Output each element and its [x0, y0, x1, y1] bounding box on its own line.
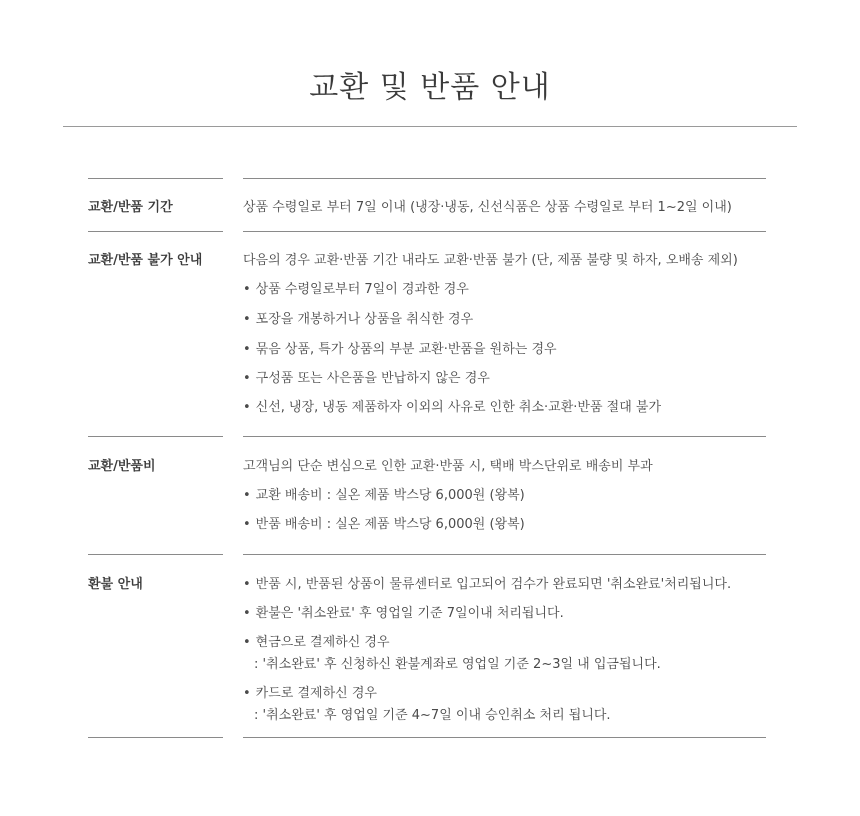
- section-divider-left: [88, 178, 223, 179]
- section-divider-right: [243, 231, 766, 232]
- section-divider-right: [243, 436, 766, 437]
- section-divider-left: [88, 436, 223, 437]
- info-line: 고객님의 단순 변심으로 인한 교환·반품 시, 택배 박스단위로 배송비 부과: [243, 459, 653, 474]
- sub-line: : '취소완료' 후 신청하신 환불계좌로 영업일 기준 2~3일 내 입금됩니다.: [254, 657, 661, 672]
- section-refund-info: [88, 554, 766, 732]
- page-title: 교환 및 반품 안내: [309, 70, 551, 105]
- section-label: 환불 안내: [88, 577, 143, 592]
- title-divider: [63, 126, 797, 127]
- sub-line: : '취소완료' 후 영업일 기준 4~7일 이내 승인취소 처리 됩니다.: [254, 708, 611, 723]
- section-divider-right: [243, 178, 766, 179]
- section-label: 교환/반품 불가 안내: [88, 253, 203, 268]
- bottom-divider-left: [88, 737, 223, 738]
- list-item: • 구성품 또는 사은품을 반납하지 않은 경우: [243, 367, 490, 386]
- list-item: • 현금으로 결제하신 경우: [243, 631, 390, 650]
- section-exchange-period: [88, 178, 766, 228]
- section-label: 교환/반품 기간: [88, 200, 173, 215]
- section-divider-left: [88, 231, 223, 232]
- list-item: • 묶음 상품, 특가 상품의 부분 교환·반품을 원하는 경우: [243, 338, 557, 357]
- section-exchange-restrictions: [88, 231, 766, 431]
- info-line: 다음의 경우 교환·반품 기간 내라도 교환·반품 불가 (단, 제품 불량 및 하자, 오배송 제외): [243, 253, 738, 268]
- list-item: • 환불은 '취소완료' 후 영업일 기준 7일이내 처리됩니다.: [243, 602, 564, 621]
- info-line: 상품 수령일로 부터 7일 이내 (냉장·냉동, 신선식품은 상품 수령일로 부터 1~2일 이내): [243, 200, 732, 215]
- list-item: • 상품 수령일로부터 7일이 경과한 경우: [243, 278, 469, 297]
- list-item: • 반품 시, 반품된 상품이 물류센터로 입고되어 검수가 완료되면 '취소완료'처리됩니다.: [243, 573, 731, 592]
- list-item: • 반품 배송비 : 실온 제품 박스당 6,000원 (왕복): [243, 513, 525, 532]
- list-item: • 신선, 냉장, 냉동 제품하자 이외의 사유로 인한 취소·교환·반품 절대 불가: [243, 396, 661, 415]
- section-divider-right: [243, 554, 766, 555]
- list-item: • 교환 배송비 : 실온 제품 박스당 6,000원 (왕복): [243, 484, 525, 503]
- section-divider-left: [88, 554, 223, 555]
- section-exchange-fee: [88, 436, 766, 548]
- section-label: 교환/반품비: [88, 459, 156, 474]
- list-item: • 포장을 개봉하거나 상품을 취식한 경우: [243, 308, 473, 327]
- bottom-divider-right: [243, 737, 766, 738]
- list-item: • 카드로 결제하신 경우: [243, 682, 377, 701]
